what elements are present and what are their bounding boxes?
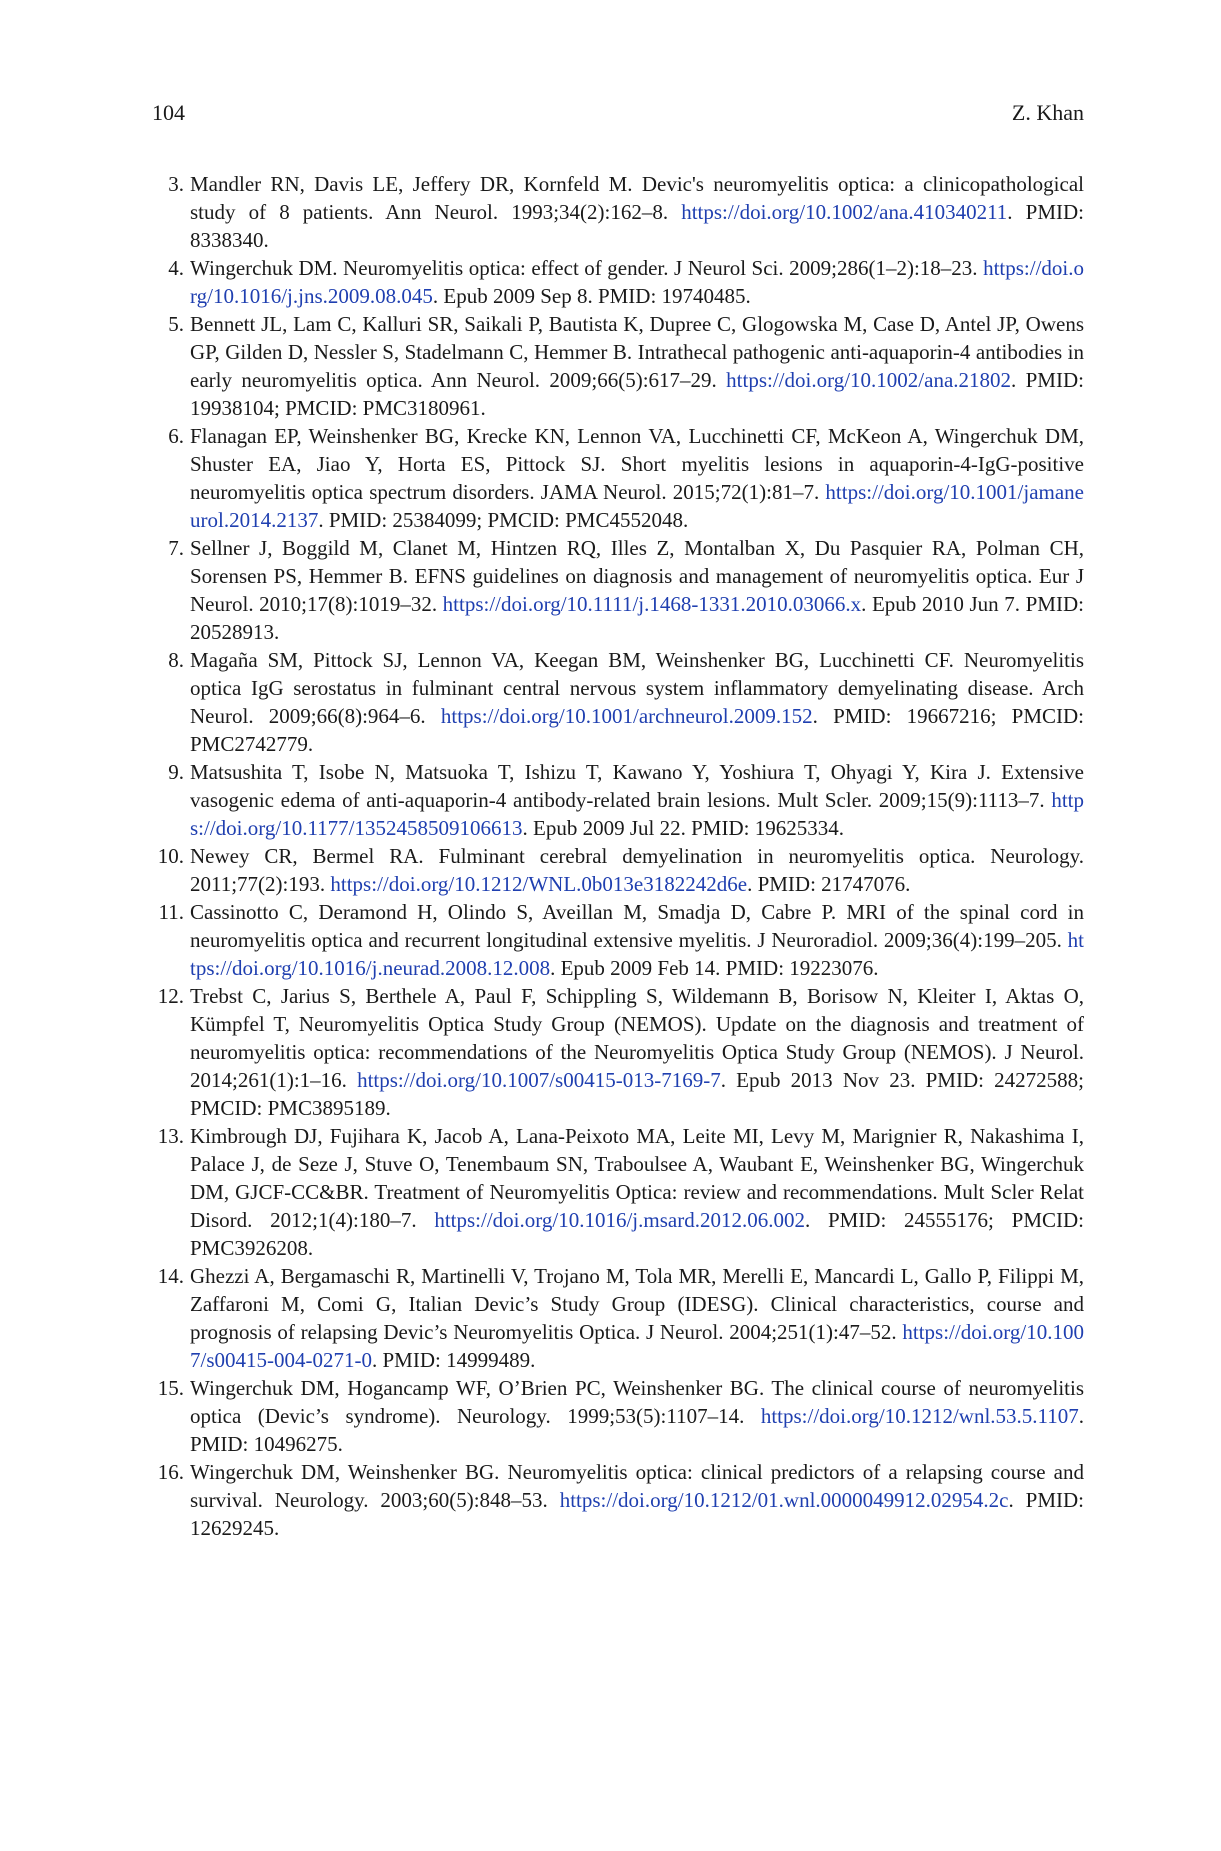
reference-number: 8. [168,648,184,672]
reference-tail: . PMID: 25384099; PMCID: PMC4552048. [318,508,689,532]
reference-item [152,422,1084,534]
reference-tail: . Epub 2009 Sep 8. PMID: 19740485. [432,284,751,308]
reference-text: Cassinotto C, Deramond H, Olindo S, Aveillan M, Smadja D, Cabre P. MRI of the spinal cord in neuromyelitis optica and recurrent longitudinal extensive myelitis. J Neuroradiol. 2009;36(4):199–205. [190,900,1084,952]
reference-number: 12. [157,984,184,1008]
doi-link[interactable]: https://doi.org/10.1016/j.msard.2012.06.002 [434,1208,805,1232]
reference-text: Wingerchuk DM, Weinshenker BG. Neuromyelitis optica: clinical predictors of a relapsing course and survival. Neurology. 2003;60(5):848–53. [190,1460,1084,1512]
reference-text: Magaña SM, Pittock SJ, Lennon VA, Keegan BM, Weinshenker BG, Lucchinetti CF. Neuromyelitis optica IgG serostatus in fulminant central nervous system inflammatory demyelinating disease. Arch Neurol. 2009;66(8):964–6. [190,648,1084,728]
reference-item [152,646,1084,758]
reference-item [152,982,1084,1122]
reference-text: Sellner J, Boggild M, Clanet M, Hintzen RQ, Illes Z, Montalban X, Du Pasquier RA, Polman CH, Sorensen PS, Hemmer B. EFNS guidelines on diagnosis and management of neuromyelitis optica. Eur J Neurol. 2010;17(8):1019–32. [190,536,1084,616]
reference-number: 4. [168,256,184,280]
reference-text: Ghezzi A, Bergamaschi R, Martinelli V, Trojano M, Tola MR, Merelli E, Mancardi L, Gallo P, Filippi M, Zaffaroni M, Comi G, Italian Devic’s Study Group (IDESG). Clinical characteristics, course and prognosis of relapsing Devic’s Neuromyelitis Optica. J Neurol. 2004;251(1):47–52. [190,1264,1084,1344]
author-header: Z. Khan [1011,100,1084,125]
reference-number: 14. [157,1264,184,1288]
reference-tail: . PMID: 8338340. [190,200,1084,252]
reference-text: Matsushita T, Isobe N, Matsuoka T, Ishizu T, Kawano Y, Yoshiura T, Ohyagi Y, Kira J. Extensive vasogenic edema of anti-aquaporin-4 antibody-related brain lesions. Mult Scler. 2009;15(9):1113–7. [190,760,1084,812]
reference-number: 13. [157,1124,184,1148]
reference-item [152,1458,1084,1542]
doi-link[interactable]: https://doi.org/10.1001/jamaneurol.2014.2137 [190,480,1084,532]
doi-link[interactable]: https://doi.org/10.1002/ana.21802 [726,368,1012,392]
reference-text: Mandler RN, Davis LE, Jeffery DR, Kornfeld M. Devic's neuromyelitis optica: a clinicopathological study of 8 patients. Ann Neurol. 1993;34(2):162–8. [190,172,1084,224]
reference-item [152,170,1084,254]
reference-item [152,1374,1084,1458]
doi-link[interactable]: https://doi.org/10.1007/s00415-013-7169-7 [357,1068,721,1092]
running-head [152,98,1084,128]
reference-text: Newey CR, Bermel RA. Fulminant cerebral demyelination in neuromyelitis optica. Neurology. 2011;77(2):193. [190,844,1084,896]
reference-number: 9. [168,760,184,784]
reference-text: Wingerchuk DM. Neuromyelitis optica: effect of gender. J Neurol Sci. 2009;286(1–2):18–23. [190,256,984,280]
reference-tail: . Epub 2013 Nov 23. PMID: 24272588; PMCID: PMC3895189. [190,1068,1084,1120]
reference-text: Kimbrough DJ, Fujihara K, Jacob A, Lana-Peixoto MA, Leite MI, Levy M, Marignier R, Nakashima I, Palace J, de Seze J, Stuve O, Tenembaum SN, Traboulsee A, Waubant E, Weinshenker BG, Wingerchuk DM, GJCF-CC&BR. Treatment of Neuromyelitis Optica: review and recommendations. Mult Scler Relat Disord. 2012;1(4):180–7. [190,1124,1084,1232]
reference-number: 10. [157,844,184,868]
doi-link[interactable]: https://doi.org/10.1212/01.wnl.0000049912.02954.2c [559,1488,1009,1512]
reference-item [152,842,1084,898]
doi-link[interactable]: https://doi.org/10.1016/j.neurad.2008.12.008 [190,928,1084,980]
reference-number: 3. [168,172,184,196]
reference-tail: . PMID: 19667216; PMCID: PMC2742779. [190,704,1084,756]
reference-number: 6. [168,424,184,448]
reference-tail: . PMID: 10496275. [190,1404,1084,1456]
doi-link[interactable]: https://doi.org/10.1001/archneurol.2009.152 [440,704,813,728]
reference-item [152,310,1084,422]
reference-number: 7. [168,536,184,560]
reference-item [152,1122,1084,1262]
reference-text: Bennett JL, Lam C, Kalluri SR, Saikali P, Bautista K, Dupree C, Glogowska M, Case D, Antel JP, Owens GP, Gilden D, Nessler S, Stadelmann C, Hemmer B. Intrathecal pathogenic anti-aquaporin-4 antibodies in early neuromyelitis optica. Ann Neurol. 2009;66(5):617–29. [190,312,1084,392]
reference-tail: . PMID: 12629245. [190,1488,1084,1540]
reference-list [152,170,1084,1542]
doi-link[interactable]: https://doi.org/10.1002/ana.410340211 [681,200,1008,224]
reference-tail: . Epub 2009 Feb 14. PMID: 19223076. [550,956,879,980]
reference-tail: . PMID: 21747076. [747,872,911,896]
doi-link[interactable]: https://doi.org/10.1212/wnl.53.5.1107 [760,1404,1079,1428]
page-number: 104 [152,100,185,125]
reference-tail: . Epub 2009 Jul 22. PMID: 19625334. [522,816,844,840]
reference-text: Wingerchuk DM, Hogancamp WF, O’Brien PC, Weinshenker BG. The clinical course of neuromyelitis optica (Devic’s syndrome). Neurology. 1999;53(5):1107–14. [190,1376,1084,1428]
doi-link[interactable]: https://doi.org/10.1016/j.jns.2009.08.045 [190,256,1084,308]
reference-item [152,898,1084,982]
doi-link[interactable]: https://doi.org/10.1212/WNL.0b013e3182242d6e [330,872,748,896]
reference-tail: . Epub 2010 Jun 7. PMID: 20528913. [190,592,1084,644]
doi-link[interactable]: https://doi.org/10.1177/1352458509106613 [190,788,1084,840]
doi-link[interactable]: https://doi.org/10.1007/s00415-004-0271-0 [190,1320,1084,1372]
reference-number: 15. [157,1376,184,1400]
reference-tail: . PMID: 19938104; PMCID: PMC3180961. [190,368,1084,420]
reference-number: 16. [157,1460,184,1484]
reference-item [152,1262,1084,1374]
reference-item [152,254,1084,310]
reference-tail: . PMID: 24555176; PMCID: PMC3926208. [190,1208,1084,1260]
doi-link[interactable]: https://doi.org/10.1111/j.1468-1331.2010.03066.x [442,592,862,616]
reference-tail: . PMID: 14999489. [372,1348,536,1372]
reference-number: 11. [158,900,184,924]
reference-text: Flanagan EP, Weinshenker BG, Krecke KN, Lennon VA, Lucchinetti CF, McKeon A, Wingerchuk DM, Shuster EA, Jiao Y, Horta ES, Pittock SJ. Short myelitis lesions in aquaporin-4-IgG-positive neuromyelitis optica spectrum disorders. JAMA Neurol. 2015;72(1):81–7. [190,424,1084,504]
reference-number: 5. [168,312,184,336]
reference-item [152,534,1084,646]
reference-text: Trebst C, Jarius S, Berthele A, Paul F, Schippling S, Wildemann B, Borisow N, Kleiter I, Aktas O, Kümpfel T, Neuromyelitis Optica Study Group (NEMOS). Update on the diagnosis and treatment of neuromyelitis optica: recommendations of the Neuromyelitis Optica Study Group (NEMOS). J Neurol. 2014;261(1):1–16. [190,984,1084,1092]
reference-item [152,758,1084,842]
